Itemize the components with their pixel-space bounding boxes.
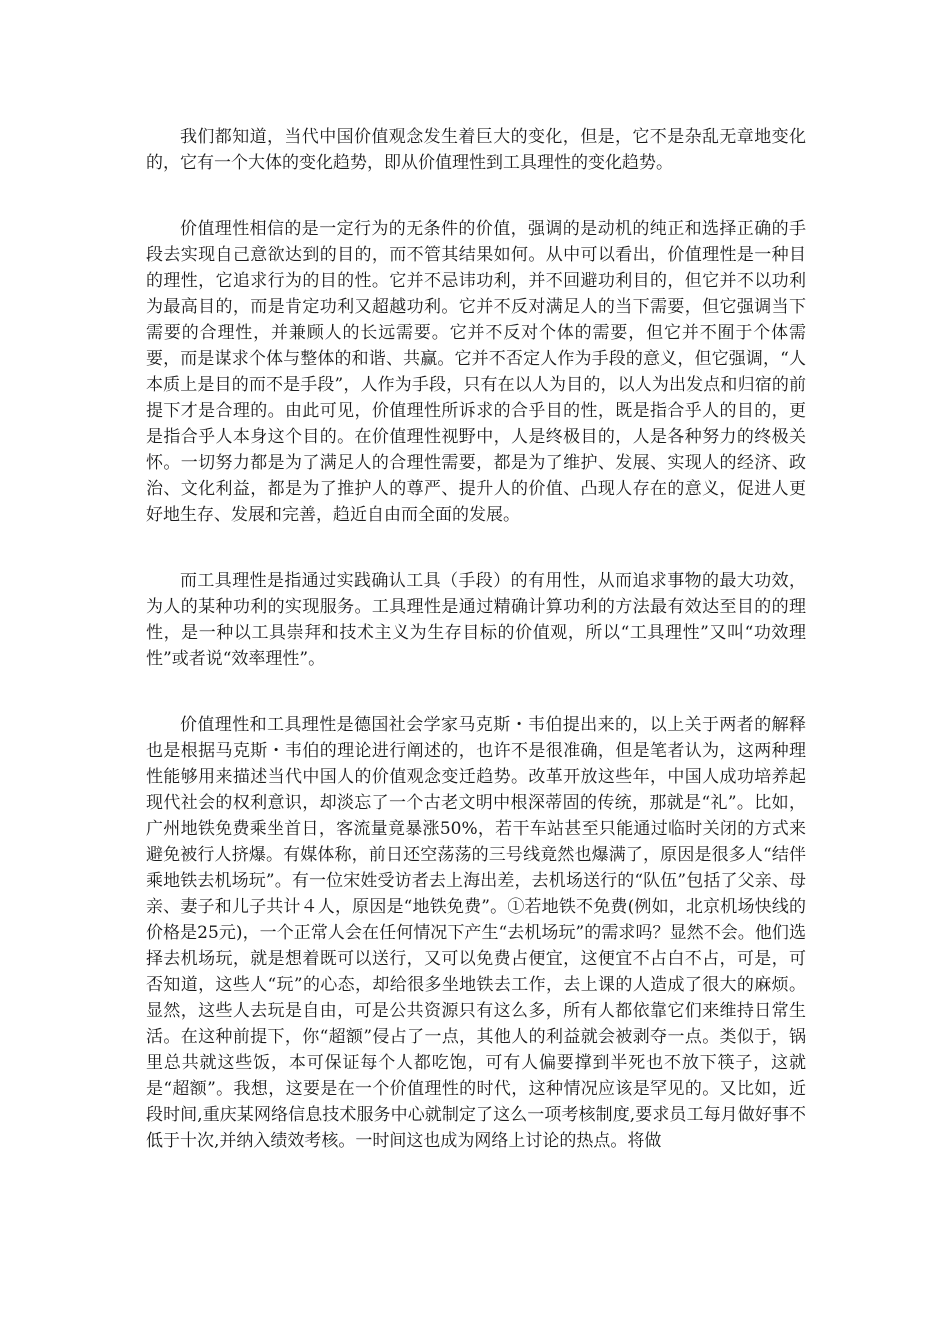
document-body (146, 124, 806, 1154)
paragraph-weber-examples: 价值理性和工具理性是德国社会学家马克斯・韦伯提出来的，以上关于两者的解释也是根据马克斯・韦伯的理论进行阐述的，也许不是很准确，但是笔者认为，这两种理性能够用来描述当代中国人的价值观念变迁趋势。改革开放这些年，中国人成功培养起现代社会的权利意识，却淡忘了一个古老文明中根深蒂固的传统，那就是“礼”。比如，广州地铁免费乘坐首日，客流量竟暴涨50%，若干车站甚至只能通过临时关闭的方式来避免被行人挤爆。有媒体称，前日还空荡荡的三号线竟然也爆满了，原因是很多人“结伴乘地铁去机场玩”。有一位宋姓受访者去上海出差，去机场送行的“队伍”包括了父亲、母亲、妻子和儿子共计４人，原因是“地铁免费”。①若地铁不免费(例如，北京机场快线的价格是25元)，一个正常人会在任何情况下产生“去机场玩”的需求吗？显然不会。他们选择去机场玩，就是想着既可以送行，又可以免费占便宜，这便宜不占白不占，可是，可否知道，这些人“玩”的心态，却给很多坐地铁去工作，去上课的人造成了很大的麻烦。显然，这些人去玩是自由，可是公共资源只有这么多，所有人都依靠它们来维持日常生活。在这种前提下，你“超额”侵占了一点，其他人的利益就会被剥夺一点。类似于，锅里总共就这些饭，本可保证每个人都吃饱，可有人偏要撑到半死也不放下筷子，这就是“超额”。我想，这要是在一个价值理性的时代，这种情况应该是罕见的。又比如，近段时间,重庆某网络信息技术服务中心就制定了这么一项考核制度,要求员工每月做好事不低于十次,并纳入绩效考核。一时间这也成为网络上讨论的热点。将做 (146, 715, 806, 1151)
paragraph-gap (146, 672, 806, 712)
paragraph-value-rationality: 价值理性相信的是一定行为的无条件的价值，强调的是动机的纯正和选择正确的手段去实现自己意欲达到的目的，而不管其结果如何。从中可以看出，价值理性是一种目的理性，它追求行为的目的性。它并不忌讳功利，并不回避功利目的，但它并不以功利为最高目的，而是肯定功利又超越功利。它并不反对满足人的当下需要，但它强调当下需要的合理性，并兼顾人的长远需要。它并不反对个体的需要，但它并不囿于个体需要，而是谋求个体与整体的和谐、共赢。它并不否定人作为手段的意义，但它强调，“人本质上是目的而不是手段”，人作为手段，只有在以人为目的，以人为出发点和归宿的前提下才是合理的。由此可见，价值理性所诉求的合乎目的性，既是指合乎人的目的，更是指合乎人本身这个目的。在价值理性视野中，人是终极目的，人是各种努力的终极关怀。一切努力都是为了满足人的合理性需要，都是为了维护、发展、实现人的经济、政治、文化利益，都是为了推护人的尊严、提升人的价值、凸现人存在的意义，促进人更好地生存、发展和完善，趋近自由而全面的发展。 (146, 219, 806, 525)
paragraph-intro: 我们都知道，当代中国价值观念发生着巨大的变化，但是，它不是杂乱无章地变化的，它有一个大体的变化趋势，即从价值理性到工具理性的变化趋势。 (146, 127, 806, 173)
paragraph-gap (146, 176, 806, 216)
paragraph-instrumental-rationality: 而工具理性是指通过实践确认工具（手段）的有用性，从而追求事物的最大功效，为人的某种功利的实现服务。工具理性是通过精确计算功利的方法最有效达至目的的理性，是一种以工具崇拜和技术主义为生存目标的价值观，所以“工具理性”又叫“功效理性”或者说“效率理性”。 (146, 571, 806, 669)
paragraph-gap (146, 528, 806, 568)
